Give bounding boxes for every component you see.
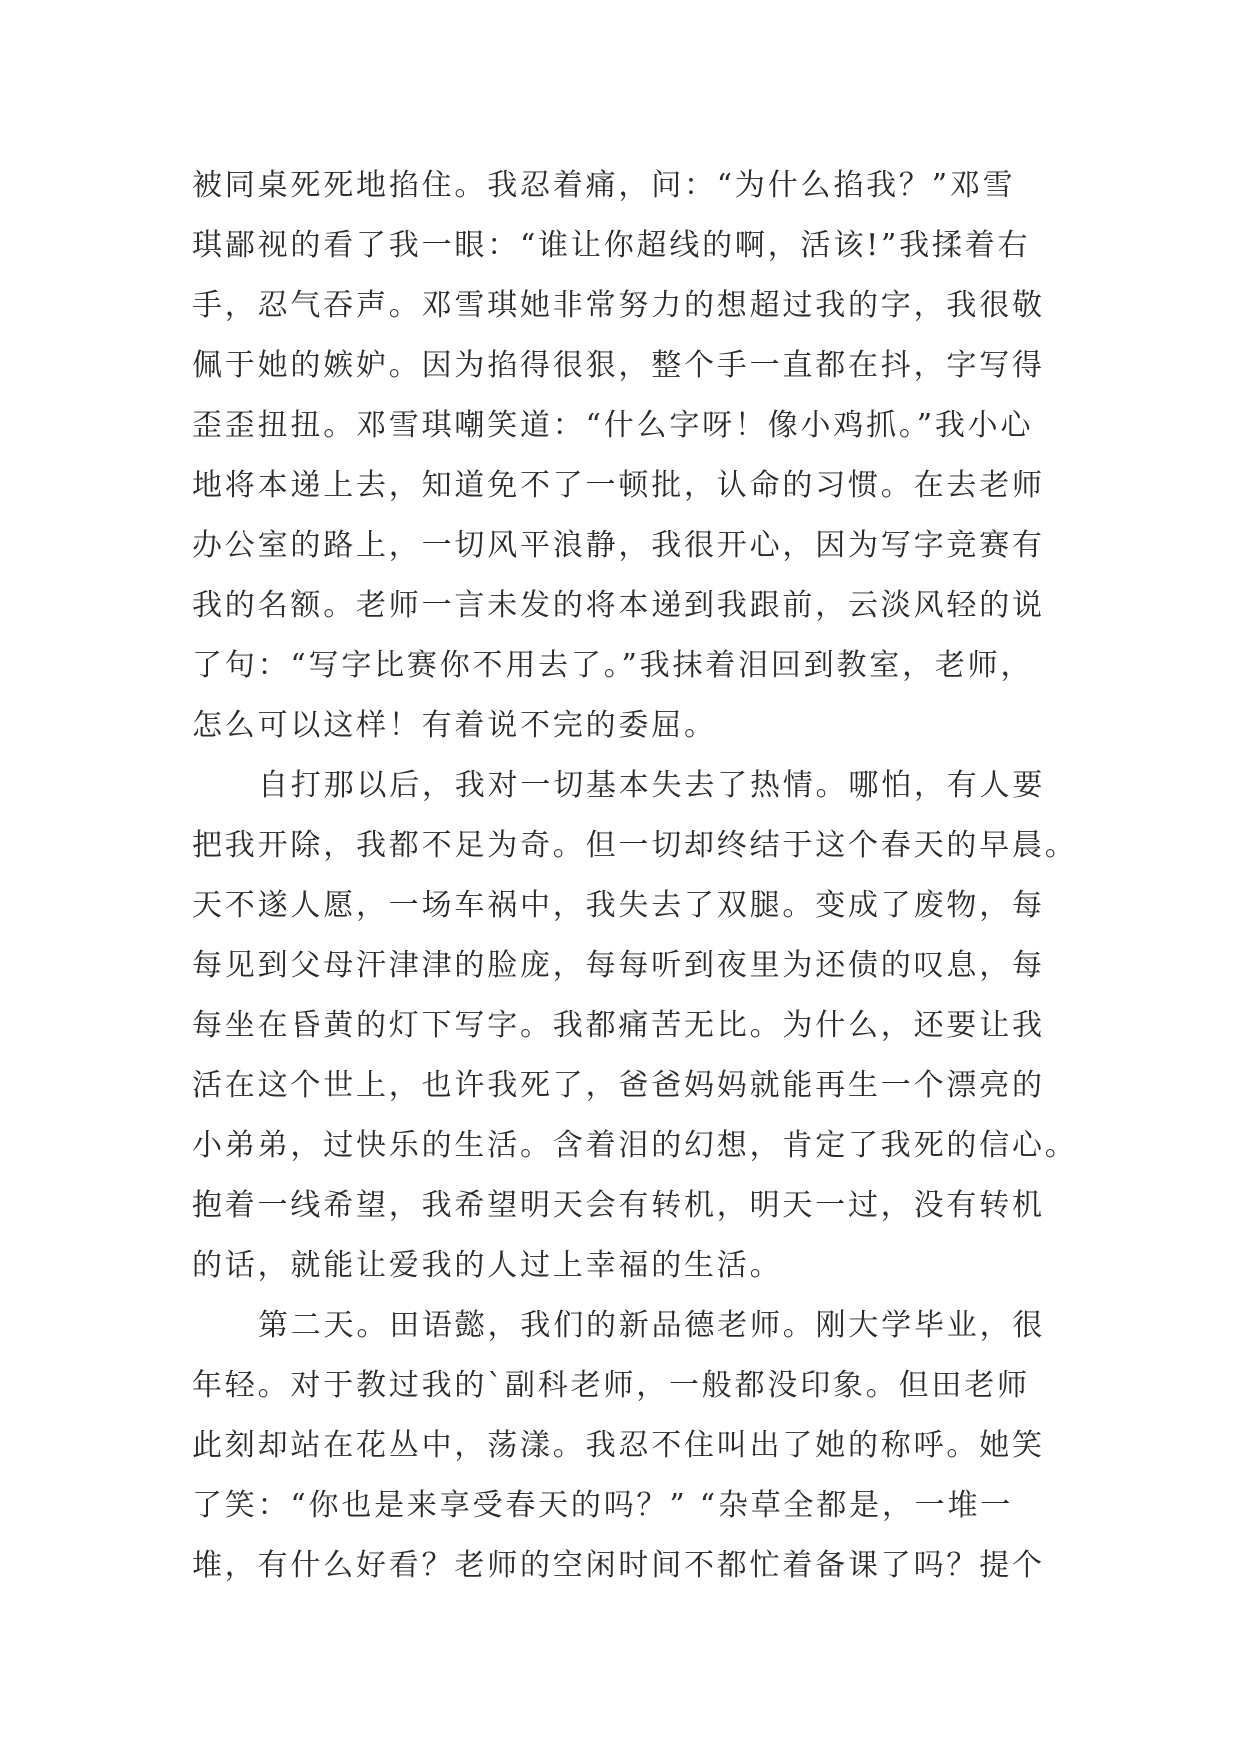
text-line: 把我开除，我都不足为奇。但一切却终结于这个春天的早晨。: [192, 828, 1078, 863]
text-line: 地将本递上去，知道免不了一顿批，认命的习惯。在去老师: [192, 468, 1045, 503]
text-line: 佩于她的嫉妒。因为掐得很狠，整个手一直都在抖，字写得: [192, 348, 1045, 383]
body-text: [192, 156, 1078, 1596]
text-line: 手，忍气吞声。邓雪琪她非常努力的想超过我的字，我很敬: [192, 288, 1045, 323]
text-line: 每坐在昏黄的灯下写字。我都痛苦无比。为什么，还要让我: [192, 1008, 1045, 1043]
text-line: 小弟弟，过快乐的生活。含着泪的幻想，肯定了我死的信心。: [192, 1128, 1078, 1163]
paragraph-start-line: 第二天。田语懿，我们的新品德老师。刚大学毕业，很: [258, 1308, 1046, 1343]
text-line: 天不遂人愿，一场车祸中，我失去了双腿。变成了废物，每: [192, 888, 1045, 923]
text-line: 此刻却站在花丛中，荡漾。我忍不住叫出了她的称呼。她笑: [192, 1428, 1045, 1463]
text-line: 琪鄙视的看了我一眼：“谁让你超线的啊，活该!”我揉着右: [192, 228, 1031, 263]
text-line: 怎么可以这样！有着说不完的委屈。: [192, 708, 717, 743]
text-line: 了句：“写字比赛你不用去了。”我抹着泪回到教室，老师，: [192, 648, 1034, 683]
text-line: 了笑：“你也是来享受春天的吗？” “杂草全都是，一堆一: [192, 1488, 1014, 1523]
text-line: 每见到父母汗津津的脸庞，每每听到夜里为还债的叹息，每: [192, 948, 1045, 983]
text-line: 的话，就能让爱我的人过上幸福的生活。: [192, 1248, 783, 1283]
text-line: 歪歪扭扭。邓雪琪嘲笑道：“什么字呀！像小鸡抓。”我小心: [192, 408, 1034, 443]
text-line: 被同桌死死地掐住。我忍着痛，问：“为什么掐我？”邓雪: [192, 168, 1016, 203]
text-line: 活在这个世上，也许我死了，爸爸妈妈就能再生一个漂亮的: [192, 1068, 1045, 1103]
paragraph-start-line: 自打那以后，我对一切基本失去了热情。哪怕，有人要: [258, 768, 1046, 803]
text-line: 抱着一线希望，我希望明天会有转机，明天一过，没有转机: [192, 1188, 1045, 1223]
text-line: 我的名额。老师一言未发的将本递到我跟前，云淡风轻的说: [192, 588, 1045, 623]
text-line: 办公室的路上，一切风平浪静，我很开心，因为写字竞赛有: [192, 528, 1045, 563]
text-line: 年轻。对于教过我的`副科老师，一般都没印象。但田老师: [192, 1368, 1030, 1403]
text-line: 堆，有什么好看？老师的空闲时间不都忙着备课了吗？提个: [192, 1548, 1045, 1583]
